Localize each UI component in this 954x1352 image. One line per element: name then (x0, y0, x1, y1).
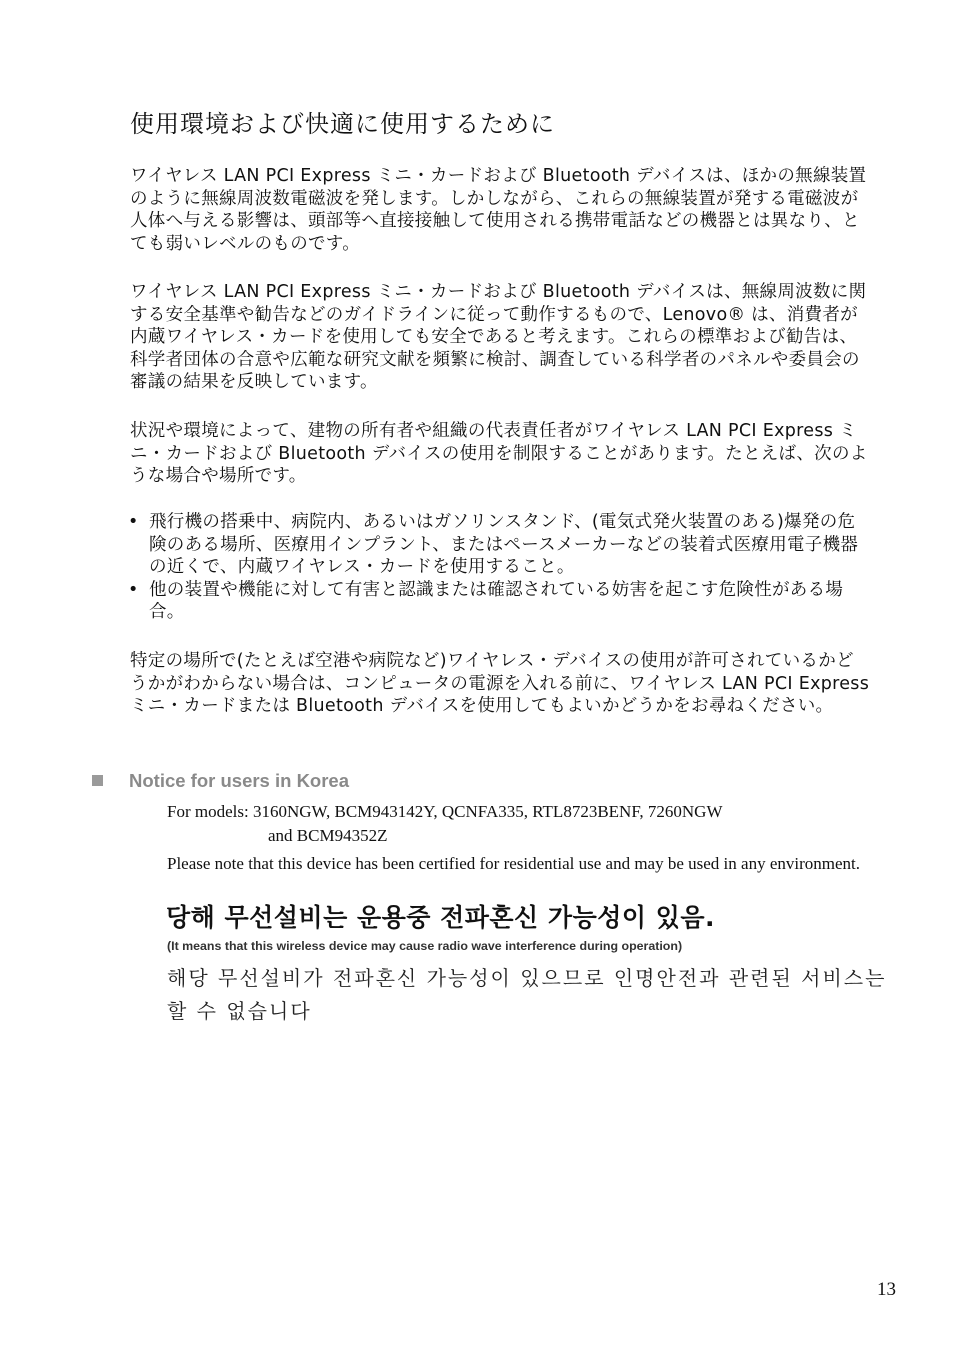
bullet-marker: • (128, 579, 139, 600)
paragraph-closing: 特定の場所で(たとえば空港や病院など)ワイヤレス・デバイスの使用が許可されているかどうかがわからない場合は、コンピュータの電源を入れる前に、ワイヤレス LAN PCI Express ミニ・カードまたは Bluetooth デバイスを使用してもよいかどうかをお尋ねください。 (130, 651, 870, 716)
list-item (128, 579, 870, 624)
korea-models (167, 800, 723, 848)
korea-section-title: Notice for users in Korea (129, 770, 350, 791)
paragraph-guidelines: ワイヤレス LAN PCI Express ミニ・カードおよび Bluetooth デバイスは、無線周波数に関する安全基準や勧告などのガイドラインに従って動作するもので、Lenovo® は、消費者が内蔵ワイヤレス・カードを使用しても安全であると考えます。これらの標準および勧告は、科学者団体の合意や広範な研究文献を頻繁に検討、調査している科学者のパネルや委員会の審議の結果を反映しています。 (130, 282, 867, 392)
models-line-1: For models: 3160NGW, BCM943142Y, QCNFA335, RTL8723BENF, 7260NGW (167, 802, 723, 821)
models-line-2: and BCM94352Z (268, 826, 388, 845)
bullet-marker: • (128, 512, 139, 532)
paragraph-emission: ワイヤレス LAN PCI Express ミニ・カードおよび Bluetooth デバイスは、ほかの無線装置のように無線周波数電磁波を発します。しかしながら、これらの無線装置が発する電磁波が人体へ与える影響は、頭部等へ直接接触して使用される携帯電話などの機器とは異なり、とても弱いレベルのものです。 (130, 166, 867, 254)
korea-section-heading (92, 770, 349, 792)
page-heading: 使用環境および快適に使用するために (130, 110, 555, 138)
paragraph-restrictions: 状況や環境によって、建物の所有者や組織の代表責任者がワイヤレス LAN PCI Express ミニ・カードおよび Bluetooth デバイスの使用を制限することがあります。たとえば、次のような場合や場所です。 (130, 421, 868, 486)
list-item-text: 他の装置や機能に対して有害と認識または確認されている妨害を起こす危険性がある場合。 (149, 579, 844, 622)
list-item-text: 飛行機の搭乗中、病院内、あるいはガソリンスタンド、(電気式発火装置のある)爆発の危険のある場所、医療用インプラント、またはペースメーカーなどの装着式医療用電子機器の近くで、内蔵ワイヤレス・カードを使用すること。 (149, 512, 859, 577)
korean-body-text: 해당 무선설비가 전파혼신 가능성이 있으므로 인명안전과 관련된 서비스는 할 수 없습니다 (167, 966, 887, 1023)
list-item (128, 511, 870, 579)
korean-notice: 당해 무선설비는 운용중 전파혼신 가능성이 있음. (166, 903, 716, 932)
korea-certification-note: Please note that this device has been certified for residential use and may be used in any environment. (167, 854, 860, 873)
square-bullet-icon (92, 775, 103, 786)
page-number: 13 (877, 1279, 896, 1300)
korean-notice-translation: (It means that this wireless device may cause radio wave interference during operation) (167, 939, 683, 953)
restriction-list (128, 511, 870, 624)
